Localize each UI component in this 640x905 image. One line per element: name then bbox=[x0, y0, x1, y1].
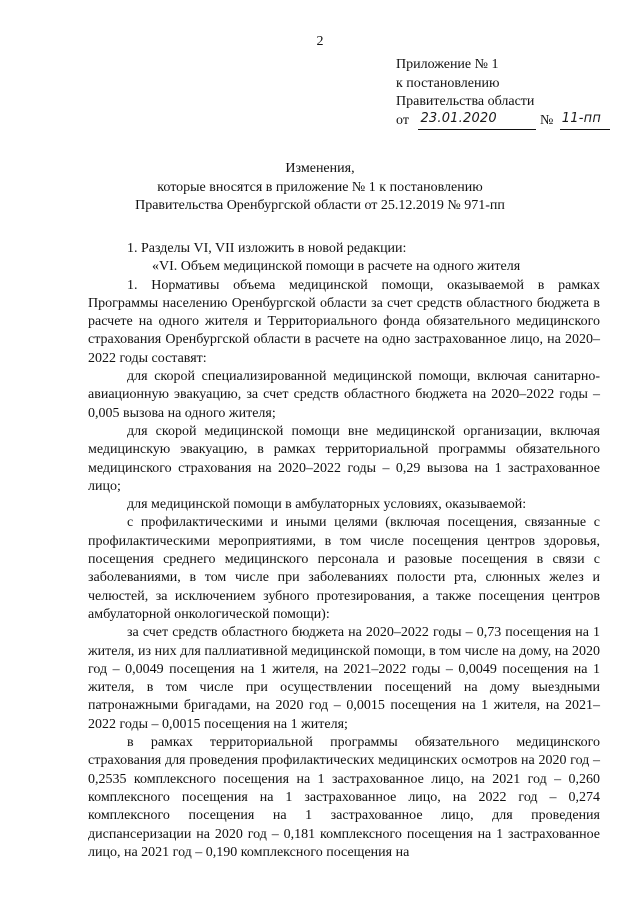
title-line-3: Правительства Оренбургской области от 25.12.2019 № 971-пп bbox=[135, 198, 505, 213]
title-line-2: которые вносятся в приложение № 1 к постановлению bbox=[157, 179, 483, 195]
paragraph: для скорой специализированной медицинской помощи, включая санитарно-авиационную эвакуацию, за счет средств областного бюджета на 2020–2022 годы – 0,005 вызова на одного жителя; bbox=[88, 369, 600, 421]
appendix-date-row bbox=[396, 112, 636, 131]
document-title bbox=[80, 160, 560, 216]
date-field bbox=[418, 110, 536, 130]
paragraph: для скорой медицинской помощи вне медицинской организации, включая медицинскую эвакуацию, в рамках территориальной программы обязательного медицинского страхования на 2020–2022 годы – 0,29 вызова на 1 застрахованное лицо; bbox=[88, 423, 600, 494]
number-prefix: № bbox=[539, 112, 554, 128]
paragraph: за счет средств областного бюджета на 2020–2022 годы – 0,73 посещения на 1 жителя, из них для паллиативной медицинской помощи, в том числе на дому, на 2020 год – 0,0049 посещения на 1 жителя, на 2021–2022 годы – 0,0049 посещения на 1 жителя, в том числе при осуществлении посещений на дому выездными патронажными бригадами, на 2020 год – 0,0015 посещения на 1 жителя, на 2021–2022 годы – 0,0015 посещения на 1 жителя; bbox=[88, 625, 600, 732]
appendix-line-1: Приложение № 1 bbox=[396, 57, 499, 72]
title-line-1: Изменения, bbox=[285, 161, 355, 176]
appendix-line-3: Правительства области bbox=[396, 94, 535, 109]
paragraph: 1. Нормативы объема медицинской помощи, оказываемой в рамках Программы населению Оренбургской области за счет средств областного бюджета в расчете на одного жителя и Территориального фонда обязательного медицинского страхования Оренбургской области в расчете на одно застрахованное лицо, на 2020–2022 годы составят: bbox=[88, 277, 600, 366]
paragraph: для медицинской помощи в амбулаторных условиях, оказываемой: bbox=[127, 497, 527, 513]
document-body bbox=[88, 240, 600, 862]
handwritten-number: 11-пп bbox=[561, 110, 602, 126]
handwritten-date: 23.01.2020 bbox=[420, 110, 497, 126]
appendix-line-2: к постановлению bbox=[396, 75, 500, 91]
page-number: 2 bbox=[316, 34, 324, 49]
paragraph-intro: 1. Разделы VI, VII изложить в новой редакции: bbox=[127, 241, 407, 256]
paragraph: в рамках территориальной программы обязательного медицинского страхования для проведения профилактических медицинских осмотров на 2020 год – 0,2535 комплексного посещения на 1 застрахованное лицо, на 2021 год – 0,260 комплексного посещения на 1 застрахованное лицо, на 2022 год – 0,274 комплексного посещения на 1 застрахованное лицо, для проведения диспансеризации на 2020 год – 0,181 комплексного посещения на 1 застрахованное лицо, на 2021 год – 0,190 комплексного посещения на bbox=[88, 735, 600, 860]
number-field bbox=[560, 110, 610, 130]
date-prefix: от bbox=[396, 112, 409, 128]
section-heading: «VI. Объем медицинской помощи в расчете на одного жителя bbox=[152, 259, 521, 275]
paragraph: с профилактическими и иными целями (включая посещения, связанные с профилактическими мероприятиями, в том числе посещения центров здоровья, посещения среднего медицинского персонала и разовые посещения в связи с заболеваниями, в том числе при заболеваниях полости рта, слюнных желез и челюстей, за исключением зубного протезирования, а также посещения центров амбулаторной онкологической помощи): bbox=[88, 515, 600, 622]
appendix-header bbox=[396, 56, 636, 130]
